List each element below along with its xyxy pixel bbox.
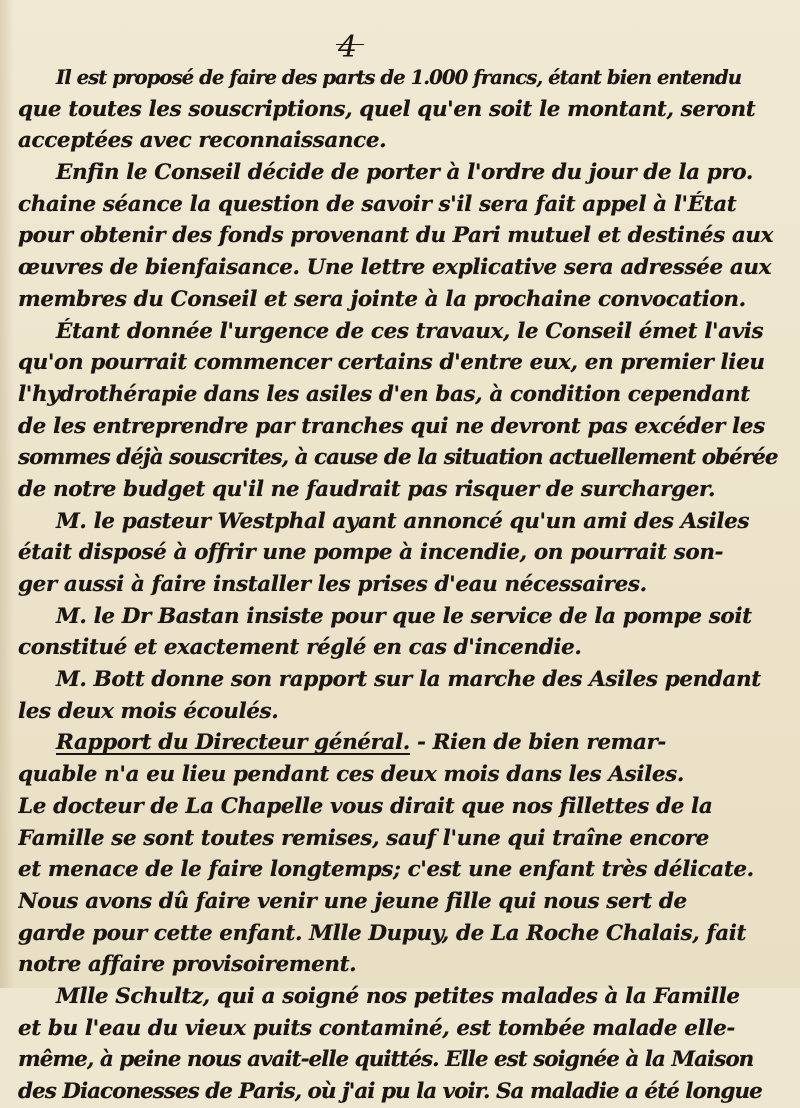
- line-text: et bu l'eau du vieux puits contaminé, est tombée malade elle-: [18, 1015, 735, 1041]
- line-text: Étant donnée l'urgence de ces travaux, le Conseil émet l'avis: [56, 318, 764, 344]
- page-number: 4: [338, 30, 358, 65]
- manuscript-line: [18, 220, 782, 252]
- manuscript-line: [18, 506, 782, 538]
- line-text: chaine séance la question de savoir s'il sera fait appel à l'État: [18, 191, 737, 217]
- manuscript-line: [18, 949, 782, 981]
- manuscript-line: [18, 189, 782, 221]
- manuscript-line: [18, 886, 782, 918]
- manuscript-line: [18, 379, 782, 411]
- line-text: acceptées avec reconnaissance.: [18, 128, 387, 154]
- page-edge-shadow: [0, 0, 14, 988]
- manuscript-line: [18, 157, 782, 189]
- line-text: de notre budget qu'il ne faudrait pas risquer de surcharger.: [18, 476, 716, 502]
- line-text: quable n'a eu lieu pendant ces deux mois dans les Asiles.: [18, 762, 684, 788]
- manuscript-line: [18, 1076, 782, 1108]
- line-text: de les entreprendre par tranches qui ne devront pas excéder les: [18, 413, 765, 439]
- line-text: M. Bott donne son rapport sur la marche des Asiles pendant: [56, 667, 761, 693]
- line-text: M. le Dr Bastan insiste pour que le service de la pompe soit: [56, 603, 752, 629]
- manuscript-line: [18, 474, 782, 506]
- line-text: Enfin le Conseil décide de porter à l'ordre du jour de la pro.: [56, 160, 753, 186]
- line-text: œuvres de bienfaisance. Une lettre explicative sera adressée aux: [18, 255, 771, 281]
- manuscript-line: [18, 601, 782, 633]
- manuscript-line: [18, 537, 782, 569]
- manuscript-line: [18, 696, 782, 728]
- manuscript-line: [18, 252, 782, 284]
- page-number-dash: [336, 44, 364, 45]
- line-text: - Rien de bien remar-: [409, 730, 666, 756]
- line-text: les deux mois écoulés.: [18, 698, 279, 724]
- manuscript-line: [18, 854, 782, 886]
- manuscript-line: [18, 791, 782, 823]
- line-text: sommes déjà souscrites, à cause de la situation actuellement obérée: [18, 445, 778, 471]
- line-text: M. le pasteur Westphal ayant annoncé qu'un ami des Asiles: [56, 508, 750, 534]
- line-text: constitué et exactement réglé en cas d'incendie.: [18, 635, 582, 661]
- line-text: même, à peine nous avait-elle quittés. Elle est soignée à la Maison: [18, 1047, 754, 1073]
- manuscript-line: [18, 664, 782, 696]
- manuscript-line: [18, 316, 782, 348]
- line-text: des Diaconesses de Paris, où j'ai pu la voir. Sa maladie a été longue: [18, 1079, 762, 1104]
- line-text: ger aussi à faire installer les prises d'eau nécessaires.: [18, 572, 647, 597]
- manuscript-line: [18, 442, 782, 474]
- line-text: notre affaire provisoirement.: [18, 952, 357, 978]
- line-text: pour obtenir des fonds provenant du Pari mutuel et destinés aux: [18, 223, 774, 249]
- line-text: Il est proposé de faire des parts de 1.000 francs, étant bien entendu: [56, 65, 742, 89]
- line-text: membres du Conseil et sera jointe à la prochaine convocation.: [18, 286, 746, 312]
- line-text: Famille se sont toutes remises, sauf l'une qui traîne encore: [18, 825, 709, 851]
- line-text: garde pour cette enfant. Mlle Dupuy, de La Roche Chalais, fait: [18, 920, 747, 946]
- line-text: l'hydrothérapie dans les asiles d'en bas, à condition cependant: [18, 381, 750, 407]
- manuscript-line: [18, 125, 782, 157]
- line-text: qu'on pourrait commencer certains d'entre eux, en premier lieu: [18, 350, 765, 376]
- line-text: Le docteur de La Chapelle vous dirait que nos fillettes de la: [18, 793, 713, 819]
- manuscript-line: [18, 1044, 782, 1076]
- manuscript-line: [18, 62, 782, 94]
- handwritten-text-body: [18, 62, 782, 1108]
- manuscript-line: [18, 284, 782, 316]
- manuscript-line: [18, 727, 782, 759]
- manuscript-line: [18, 918, 782, 950]
- line-text: et menace de le faire longtemps; c'est une enfant très délicate.: [18, 857, 754, 883]
- manuscript-line: [18, 411, 782, 443]
- line-text: que toutes les souscriptions, quel qu'en soit le montant, seront: [18, 96, 756, 122]
- manuscript-line: [18, 347, 782, 379]
- line-text: Mlle Schultz, qui a soigné nos petites malades à la Famille: [56, 983, 740, 1009]
- section-heading: Rapport du Directeur général.: [56, 730, 410, 756]
- manuscript-line: [18, 94, 782, 126]
- manuscript-line: [18, 981, 782, 1013]
- manuscript-line: [18, 632, 782, 664]
- line-text: Nous avons dû faire venir une jeune fille qui nous sert de: [18, 888, 687, 914]
- manuscript-line: [18, 823, 782, 855]
- manuscript-line: [18, 1013, 782, 1045]
- manuscript-line: [18, 569, 782, 601]
- manuscript-line: [18, 759, 782, 791]
- line-text: était disposé à offrir une pompe à incendie, on pourrait son-: [18, 540, 724, 566]
